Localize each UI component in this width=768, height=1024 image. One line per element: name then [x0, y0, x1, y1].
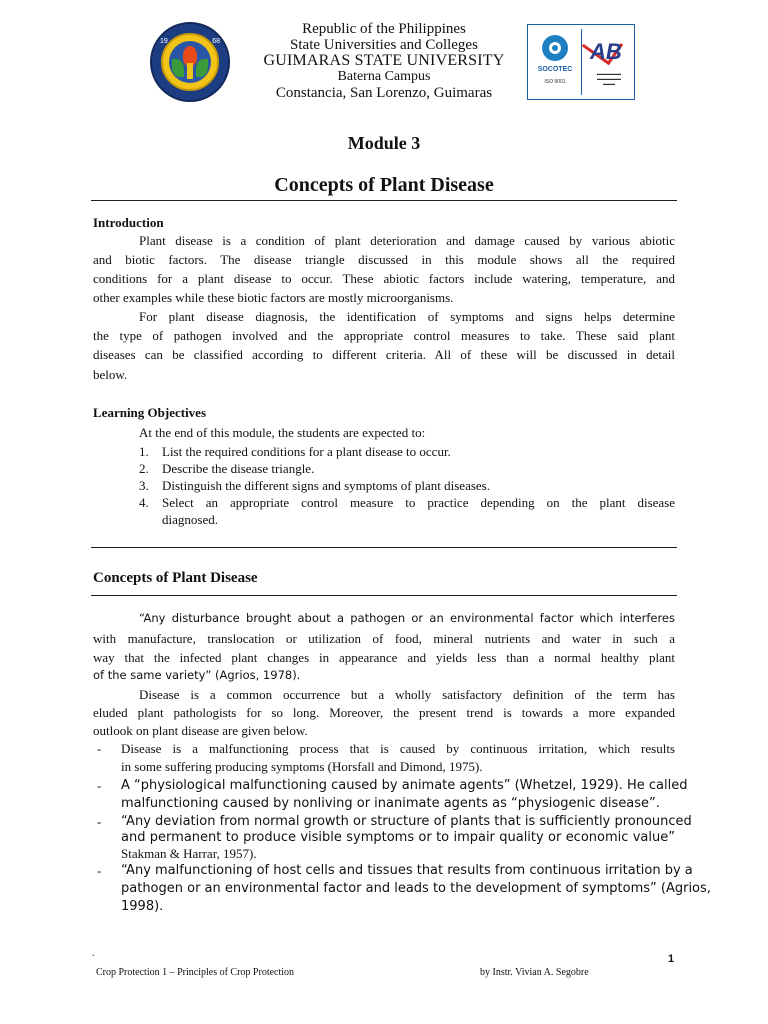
- letterhead-address: Constancia, San Lorenzo, Guimaras: [275, 85, 493, 101]
- jab-name: AB: [590, 39, 622, 64]
- intro-line: diseases can be classified according to different criteria. All of these will be discussed in detail: [93, 347, 675, 362]
- concept-line: outlook on plant disease are given below.: [93, 723, 308, 738]
- objective-text: Distinguish the different signs and symptoms of plant diseases.: [162, 478, 490, 493]
- jab-fineprint: ▬▬▬▬▬▬ ▬▬▬▬▬▬ ▬▬▬: [597, 71, 621, 86]
- intro-line: and biotic factors. The disease triangle discussed in this module shows all the required: [93, 252, 675, 267]
- section-rule-bottom: [91, 595, 677, 596]
- seal-year-left: 19: [160, 38, 168, 45]
- bullet-line: in some suffering producing symptoms (Horsfall and Dimond, 1975).: [121, 759, 483, 774]
- footer-dot: .: [92, 948, 95, 959]
- concept-line: eluded plant pathologists for so long. Moreover, the present trend is towards a more expanded: [93, 705, 675, 720]
- introduction-heading: Introduction: [93, 215, 164, 230]
- objective-text: Describe the disease triangle.: [162, 461, 315, 476]
- socotec-name: SOCOTEC: [537, 66, 573, 73]
- page-number: 1: [668, 953, 675, 965]
- section-heading: Concepts of Plant Disease: [93, 570, 258, 586]
- objective-number: 4.: [139, 495, 149, 510]
- module-label: Module 3: [347, 133, 421, 153]
- concept-line: way that the infected plant changes in appearance and yields less than a normal healthy plant: [93, 650, 675, 665]
- objective-text: Select an appropriate control measure to practice depending on the plant disease: [162, 495, 675, 510]
- objective-text-continued: diagnosed.: [162, 512, 218, 527]
- concept-line: Disease is a common occurrence but a wholly satisfactory definition of the term has: [139, 687, 675, 702]
- concept-line: of the same variety” (Agrios, 1978).: [93, 668, 301, 682]
- footer-course: Crop Protection 1 – Principles of Crop Protection: [96, 967, 295, 978]
- objectives-intro: At the end of this module, the students are expected to:: [139, 425, 426, 440]
- iso-label: ISO 9001: [544, 79, 566, 85]
- objective-number: 2.: [139, 461, 149, 476]
- bullet-line: “Any deviation from normal growth or structure of plants that is sufficiently pronounced: [121, 814, 692, 829]
- bullet-line: Disease is a malfunctioning process that is caused by continuous irritation, which results: [121, 741, 675, 756]
- bullet-dash: -: [97, 863, 102, 878]
- footer-author: by Instr. Vivian A. Segobre: [480, 967, 589, 978]
- objectives-heading: Learning Objectives: [93, 405, 207, 420]
- objective-number: 1.: [139, 444, 149, 459]
- intro-line: conditions for a plant disease to occur. These abiotic factors include watering, temperature, and: [93, 271, 675, 286]
- bullet-line: malfunctioning caused by nonliving or inanimate agents as “physiogenic disease”.: [121, 796, 660, 811]
- bullet-dash: -: [97, 814, 102, 829]
- letterhead-campus: Baterna Campus: [337, 69, 431, 84]
- bullet-line: “Any malfunctioning of host cells and tissues that results from continuous irritation by a: [121, 863, 693, 878]
- objective-text: List the required conditions for a plant disease to occur.: [162, 444, 451, 459]
- letterhead-sucs: State Universities and Colleges: [290, 37, 478, 53]
- bullet-line: 1998).: [121, 899, 164, 914]
- concept-line: with manufacture, translocation or utilization of food, mineral nutrients and water in such a: [93, 631, 675, 646]
- letterhead-republic: Republic of the Philippines: [302, 21, 466, 37]
- intro-line: other examples while these biotic factors are mostly microorganisms.: [93, 290, 454, 305]
- socotec-icon: [542, 35, 568, 61]
- bullet-line: Stakman & Harrar, 1957).: [121, 846, 257, 861]
- intro-line: Plant disease is a condition of plant deterioration and damage caused by various abiotic: [139, 233, 675, 248]
- bullet-line: pathogen or an environmental factor and leads to the development of symptoms” (Agrios,: [121, 881, 711, 896]
- intro-line: below.: [93, 367, 128, 382]
- concept-line: “Any disturbance brought about a pathogen or an environmental factor which interferes: [139, 611, 675, 625]
- intro-line: the type of pathogen involved and the appropriate control measures to take. These said plant: [93, 328, 675, 343]
- certification-logo: [527, 24, 635, 100]
- section-rule-top: [91, 547, 677, 548]
- bullet-dash: -: [97, 741, 102, 756]
- objective-number: 3.: [139, 478, 149, 493]
- title-rule: [91, 200, 677, 201]
- bullet-line: and permanent to produce visible symptoms or to impair quality or economic value”: [121, 830, 675, 845]
- letterhead-university: GUIMARAS STATE UNIVERSITY: [263, 52, 505, 69]
- bullet-line: A “physiological malfunctioning caused by animate agents” (Whetzel, 1929). He called: [121, 778, 688, 793]
- page-title: Concepts of Plant Disease: [274, 174, 494, 196]
- intro-line: For plant disease diagnosis, the identification of symptoms and signs helps determine: [139, 309, 675, 324]
- bullet-dash: -: [97, 778, 102, 793]
- seal-year-right: 68: [212, 38, 220, 45]
